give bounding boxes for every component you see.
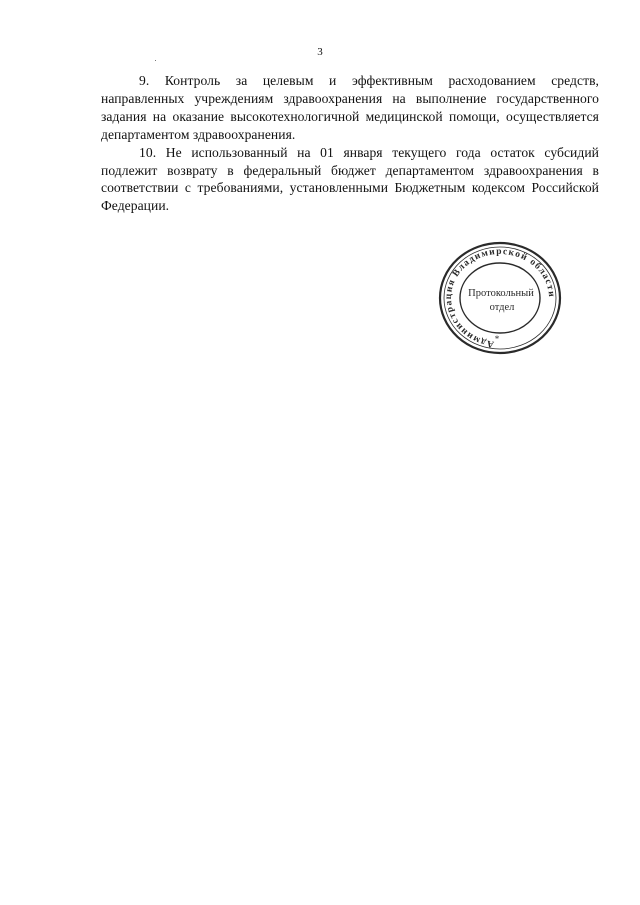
official-stamp xyxy=(435,238,565,358)
paragraph-10: 10. Не использованный на 01 января текущего года остаток субсидий подлежит возврату в федеральный бюджет департаментом здравоохранения в соответствии с требованиями, установленными Бюджетным кодексом Российской Федерации. xyxy=(101,144,599,214)
stamp-star: * xyxy=(494,334,500,344)
stamp-ring-textpath: Администрация Владимирской области xyxy=(443,246,557,349)
stamp-graphic xyxy=(435,238,565,358)
stamp-center-line-1: Протокольный xyxy=(468,288,534,299)
paragraph-9: 9. Контроль за целевым и эффективным расходованием средств, направленных учреждениям здравоохранения на выполнение государственного задания на оказание высокотехнологичной медицинской помощи, осуществляется департаментом здравоохранения. xyxy=(101,73,599,142)
scan-speck xyxy=(155,60,156,61)
document-body xyxy=(101,72,599,215)
stamp-center-line-2: отдел xyxy=(489,302,515,313)
page-number: 3 xyxy=(317,46,323,58)
